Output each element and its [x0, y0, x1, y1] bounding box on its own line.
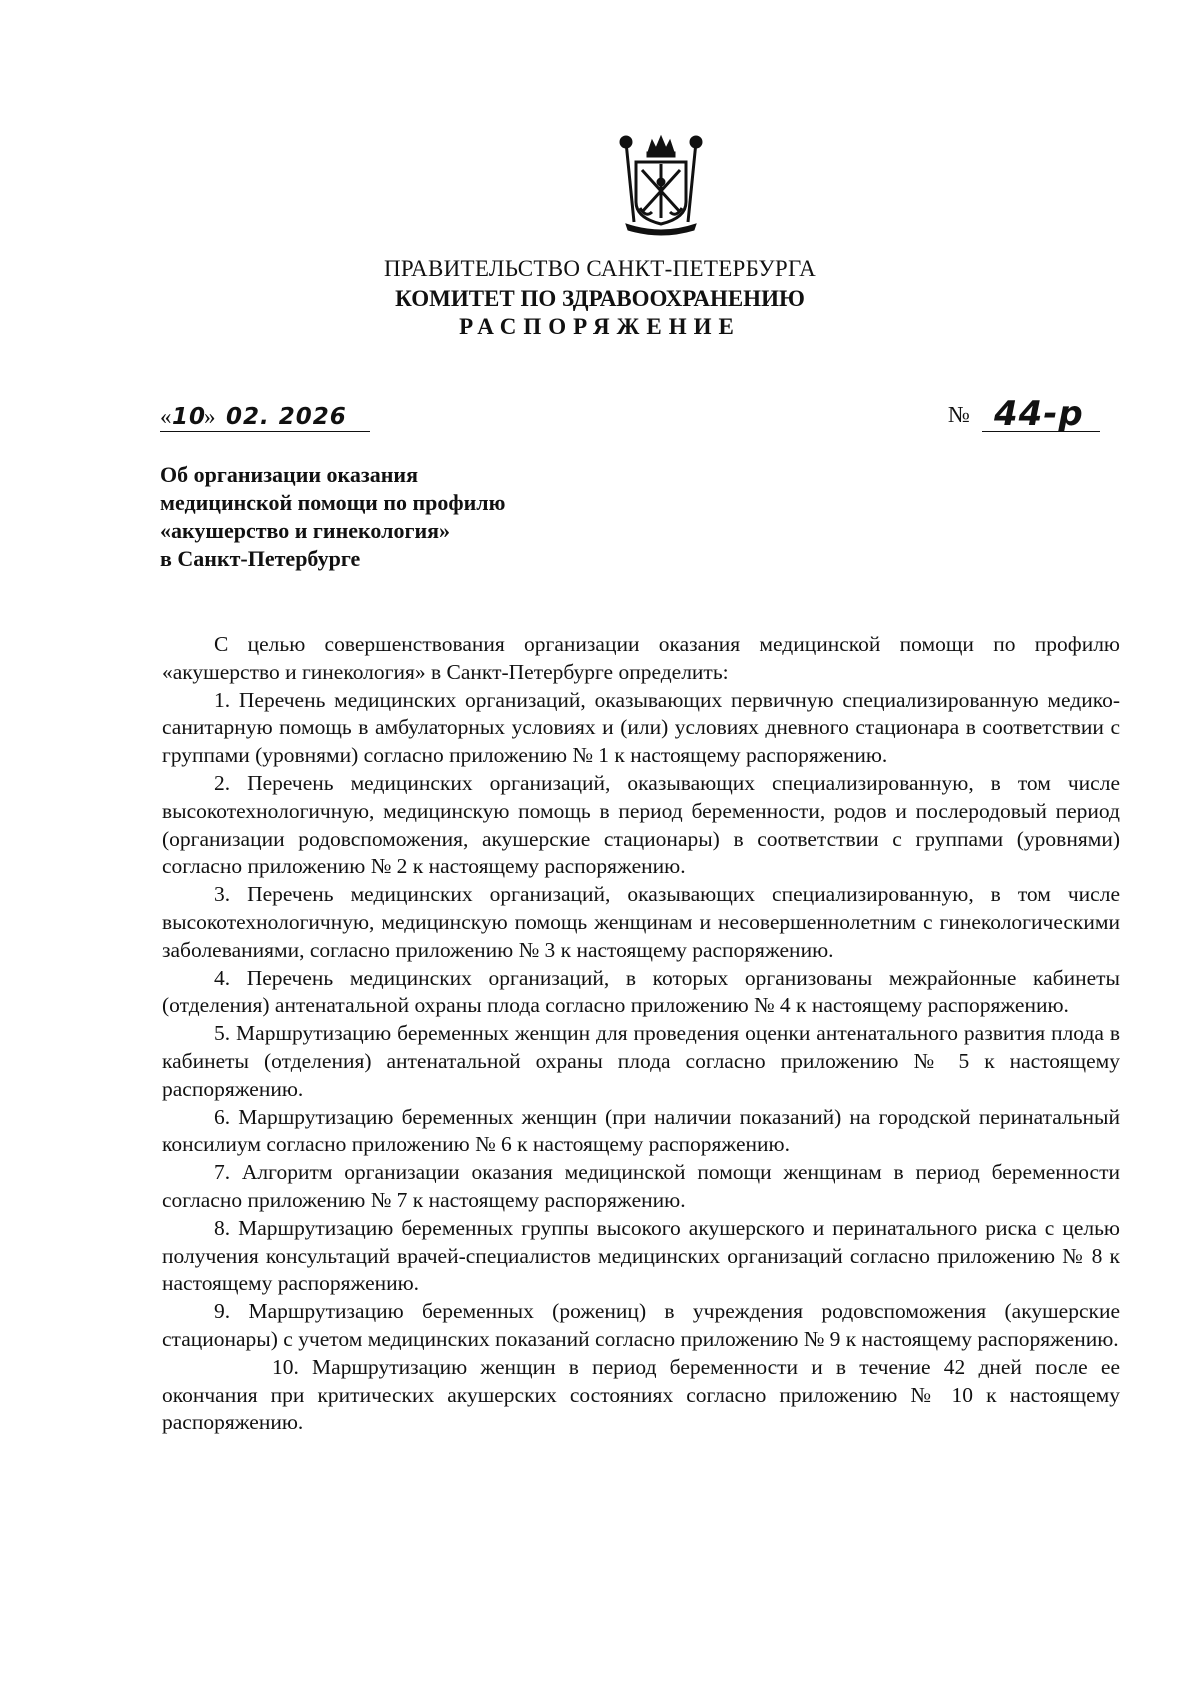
order-date	[160, 400, 370, 434]
number-value: 44-р	[994, 394, 1084, 434]
list-item: 5. Маршрутизацию беременных женщин для проведения оценки антенатального развития плода в кабинеты (отделения) антенатальной охраны плода согласно приложению № 5 к настоящему распоряжению.	[162, 1021, 1120, 1101]
list-item: 8. Маршрутизацию беременных группы высокого акушерского и перинатального риска с целью получения консультаций врачей-специалистов медицинских организаций согласно приложению № 8 к настоящему распоряжению.	[162, 1215, 1120, 1296]
number-sign: №	[948, 402, 970, 427]
subject-line: Об организации оказания	[160, 462, 418, 487]
document-type: РАСПОРЯЖЕНИЕ	[459, 314, 741, 339]
list-item: 9. Маршрутизацию беременных (рожениц) в учреждения родовспоможения (акушерские стационары) с учетом медицинских показаний согласно приложению № 9 к настоящему распоряжению.	[162, 1299, 1120, 1351]
subject-line: «акушерство и гинекология»	[160, 518, 451, 543]
date-close-quote: »	[204, 404, 216, 429]
list-item: 10. Маршрутизацию женщин в период беременности и в течение 42 дней после ее окончания при критических акушерских состояниях согласно приложению № 10 к настоящему распоряжению.	[162, 1354, 1120, 1435]
coat-of-arms-icon	[612, 132, 710, 236]
subject-line: медицинской помощи по профилю	[160, 490, 506, 515]
date-open-quote: «	[160, 404, 172, 429]
list-item: 6. Маршрутизацию беременных женщин (при наличии показаний) на городской перинатальный консилиум согласно приложению № 6 к настоящему распоряжению.	[162, 1104, 1120, 1157]
government-title: ПРАВИТЕЛЬСТВО САНКТ-ПЕТЕРБУРГА	[383, 256, 817, 281]
list-item: 4. Перечень медицинских организаций, в которых организованы межрайонные кабинеты (отделения) антенатальной охраны плода согласно приложению № 4 к настоящему распоряжению.	[162, 965, 1120, 1018]
list-item: 3. Перечень медицинских организаций, оказывающих специализированную, в том числе высокотехнологичную, медицинскую помощь женщинам и несовершеннолетним с гинекологическими заболеваниями, согласно приложению № 3 к настоящему распоряжению.	[162, 882, 1120, 962]
list-item: 1. Перечень медицинских организаций, оказывающих первичную специализированную медико-санитарную помощь в амбулаторных условиях и (или) условиях дневного стационара в соответствии с группами (уровнями) согласно приложению № 1 к настоящему распоряжению.	[162, 687, 1120, 768]
number-underline	[982, 431, 1100, 432]
date-month-year: 02. 2026	[226, 404, 347, 430]
document-body	[162, 631, 1120, 1437]
committee-title: КОМИТЕТ ПО ЗДРАВООХРАНЕНИЮ	[395, 286, 805, 311]
subject-line: в Санкт-Петербурге	[160, 546, 361, 571]
list-item: 7. Алгоритм организации оказания медицинской помощи женщинам в период беременности согласно приложению № 7 к настоящему распоряжению.	[162, 1160, 1120, 1212]
order-number	[948, 394, 1100, 434]
preamble-paragraph: С целью совершенствования организации оказания медицинской помощи по профилю «акушерство и гинекология» в Санкт-Петербурге определить:	[162, 632, 1120, 684]
list-item: 2. Перечень медицинских организаций, оказывающих специализированную, в том числе высокотехнологичную, медицинскую помощь в период беременности, родов и послеродовый период (организации родовспоможения, акушерские стационары) в соответствии с группами (уровнями) согласно приложению № 2 к настоящему распоряжению.	[162, 770, 1120, 879]
date-underline	[160, 431, 370, 432]
date-day: 10	[172, 404, 207, 430]
document-subject	[160, 461, 505, 573]
